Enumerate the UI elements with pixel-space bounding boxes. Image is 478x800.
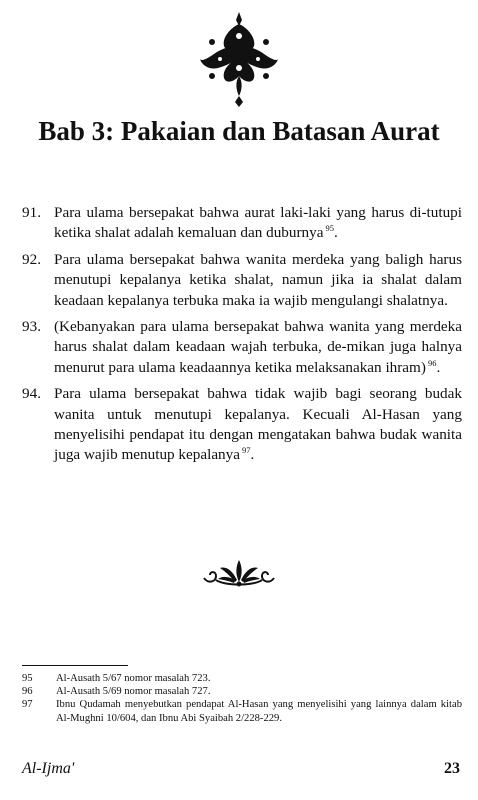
book-title: Al-Ijma' bbox=[22, 760, 75, 777]
entry-text: Para ulama bersepakat bahwa aurat laki-laki yang harus di-tutupi ketika shalat adalah kemaluan dan duburnya $^{95}$. bbox=[54, 204, 462, 242]
footnotes bbox=[22, 672, 462, 725]
footnote bbox=[22, 698, 462, 724]
list-item bbox=[22, 317, 462, 378]
entry-text: Para ulama bersepakat bahwa tidak wajib bagi seorang budak wanita untuk menutupi kepalanya. Kecuali Al-Hasan yang menyelisihi pendapat itu dengan mengatakan bahwa budak wanita juga wajib menutup kepalanya $^{97}$. bbox=[54, 385, 462, 464]
footnote-number: 96 bbox=[22, 686, 33, 698]
footnote-ref[interactable]: 95 bbox=[325, 223, 334, 234]
footnote-text: Al-Ausath 5/69 nomor masalah 727. bbox=[56, 686, 211, 698]
entry-number: 94. bbox=[22, 385, 41, 403]
footnote-text: Al-Ausath 5/67 nomor masalah 723. bbox=[56, 673, 211, 684]
chapter-title: Bab 3: Pakaian dan Batasan Aurat bbox=[38, 116, 440, 146]
list-item bbox=[22, 250, 462, 311]
footnote-number: 95 bbox=[22, 673, 33, 684]
footnote-ref[interactable]: 96 bbox=[427, 357, 437, 368]
entry-number: 93. bbox=[22, 318, 41, 336]
floral-ornament-icon bbox=[198, 10, 280, 108]
entry-number: 91. bbox=[22, 204, 41, 221]
footnote-ref[interactable]: 97 bbox=[242, 445, 251, 456]
footnote-number: 97 bbox=[22, 699, 33, 711]
entry-number: 92. bbox=[22, 250, 41, 268]
floral-divider-icon bbox=[198, 556, 280, 590]
footnote-divider bbox=[22, 665, 128, 666]
entries-list bbox=[22, 203, 462, 472]
footnote-text: Ibnu Qudamah menyebutkan pendapat Al-Hasan yang menyelisihi yang lainnya dalam kitab Al-Mughni 10/604, dan Ibnu Abi Syaibah 2/228-229. bbox=[56, 699, 462, 724]
list-item bbox=[22, 203, 462, 244]
page-number: 23 bbox=[444, 760, 460, 777]
entry-text: Para ulama bersepakat bahwa wanita merdeka yang baligh harus menutupi kepalanya ketika shalat, namun jika ia shalat dalam keadaan kepalanya terbuka maka ia wajib mengulangi shalatnya. bbox=[54, 250, 462, 309]
footnote bbox=[22, 672, 462, 685]
list-item bbox=[22, 384, 462, 466]
entry-text: (Kebanyakan para ulama bersepakat bahwa wanita yang merdeka harus shalat dalam keadaan wajah terbuka, de-mikan juga halnya menurut para ulama keadaannya ketika melaksanakan ihram) $^{96}$. bbox=[54, 318, 462, 376]
footnote bbox=[22, 685, 462, 698]
